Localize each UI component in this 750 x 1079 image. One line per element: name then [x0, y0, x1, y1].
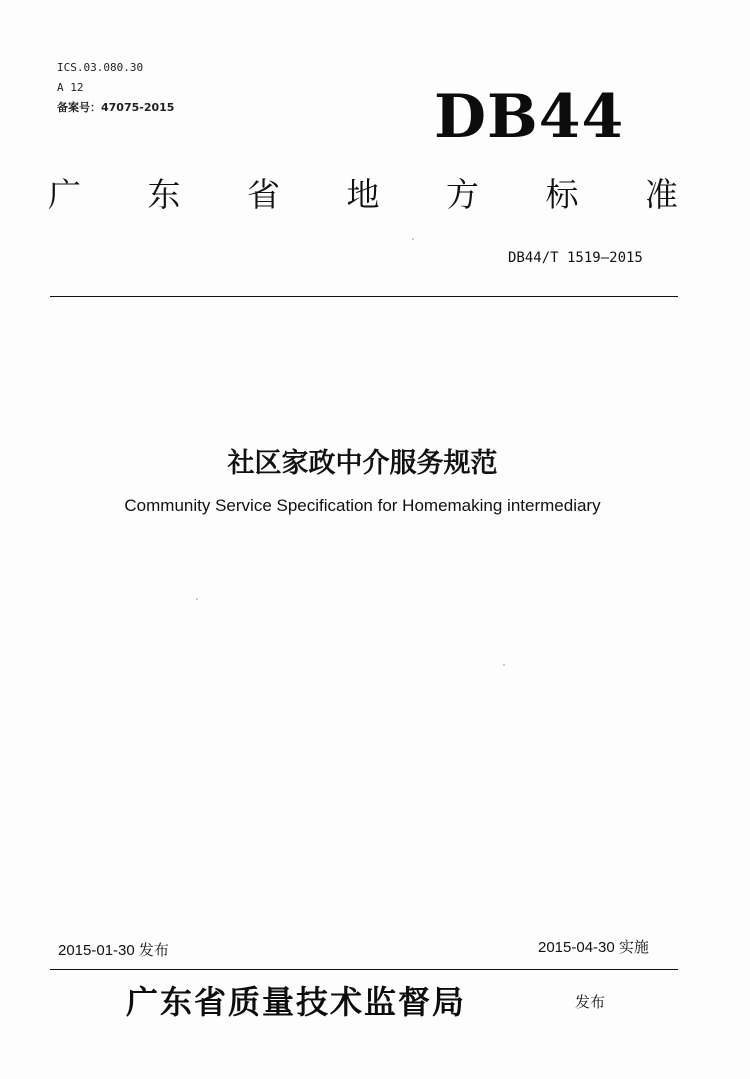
standard-number: DB44/T 1519—2015	[508, 250, 643, 266]
standard-type-char: 东	[147, 175, 181, 214]
standard-type-char: 省	[247, 175, 280, 214]
standard-type-char: 标	[545, 175, 579, 214]
standard-type-char: 广	[48, 175, 81, 214]
scan-speck	[412, 238, 414, 240]
issue-date: 2015-01-30 发布	[58, 942, 169, 959]
standard-type-title	[48, 170, 678, 220]
document-title-english: Community Service Specification for Homemaking intermediary	[124, 496, 601, 515]
scan-speck	[196, 598, 198, 600]
standard-type-char: 方	[446, 175, 479, 214]
ccs-code: A 12	[57, 81, 84, 94]
document-title-chinese: 社区家政中介服务规范	[227, 448, 498, 479]
implementation-date: 2015-04-30 实施	[538, 939, 649, 956]
top-divider	[50, 296, 678, 297]
standard-type-char: 地	[346, 175, 380, 214]
standard-code-logo: DB44	[434, 82, 625, 152]
issue-label: 发布	[575, 993, 606, 1011]
issuing-authority: 广东省质量技术监督局	[126, 983, 467, 1021]
record-number: 备案号：47075-2015	[57, 101, 175, 114]
scan-speck	[503, 664, 505, 666]
ics-code: ICS.03.080.30	[57, 61, 144, 74]
standard-type-char: 准	[645, 175, 678, 214]
bottom-divider	[50, 969, 678, 970]
